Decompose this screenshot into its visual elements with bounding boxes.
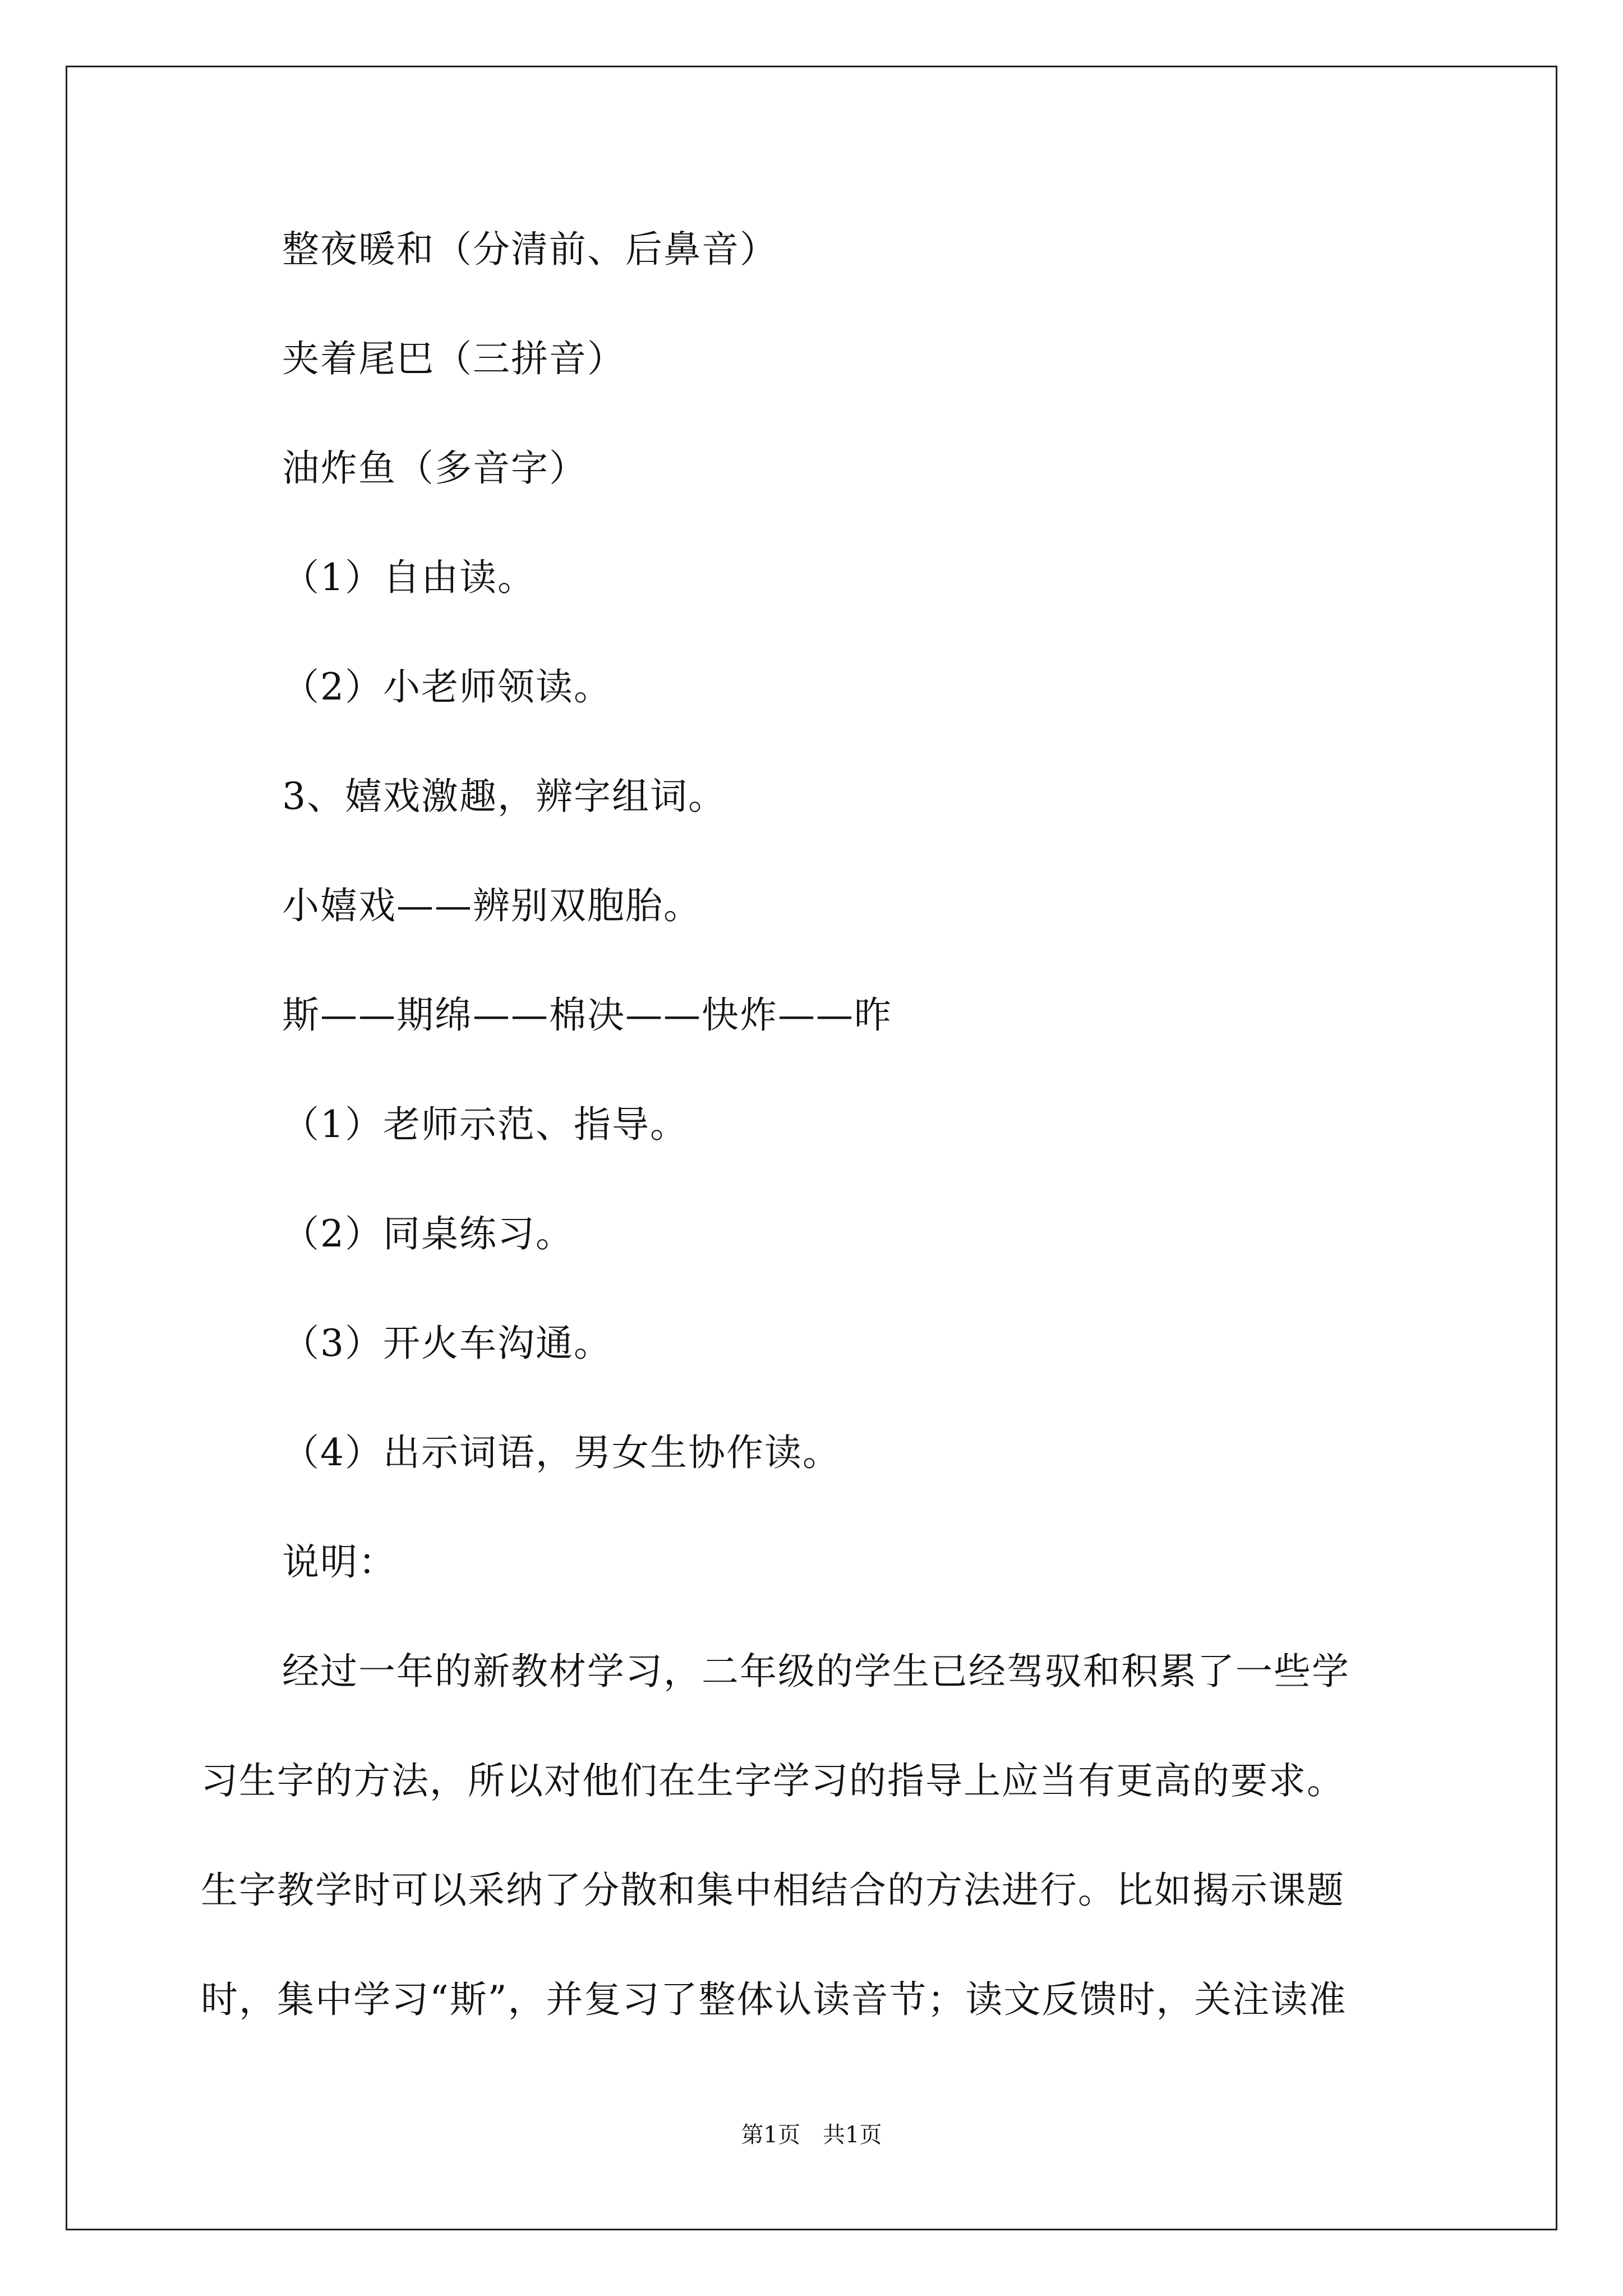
page-total: 共1页 — [823, 2122, 882, 2148]
text-line-16: 生字教学时可以采纳了分散和集中相结合的方法进行。比如揭示课题 — [201, 1869, 1345, 1912]
text-line-11: （3）开火车沟通。 — [282, 1322, 612, 1365]
text-line-3: 油炸鱼（多音字） — [282, 447, 587, 490]
page-footer — [0, 2119, 1623, 2151]
text-line-17: 时，集中学习“斯”，并复习了整体认读音节；读文反馈时，关注读准 — [201, 1978, 1347, 2021]
text-line-12: （4）出示词语，男女生协作读。 — [282, 1431, 841, 1474]
text-line-5: （2）小老师领读。 — [282, 665, 612, 708]
text-line-13: 说明： — [282, 1540, 396, 1584]
text-line-6: 3、嬉戏激趣，辨字组词。 — [282, 775, 726, 818]
text-line-9: （1）老师示范、指导。 — [282, 1103, 688, 1146]
text-line-4: （1）自由读。 — [282, 556, 536, 599]
text-line-7: 小嬉戏——辨别双胞胎。 — [282, 884, 702, 927]
text-line-14: 经过一年的新教材学习，二年级的学生已经驾驭和积累了一些学 — [282, 1650, 1350, 1693]
page-number: 第1页 — [741, 2122, 800, 2148]
text-line-15: 习生字的方法，所以对他们在生字学习的指导上应当有更高的要求。 — [201, 1759, 1345, 1802]
text-line-1: 整夜暖和（分清前、后鼻音） — [282, 228, 778, 271]
text-line-8: 斯——期绵——棉决——快炸——昨 — [282, 993, 892, 1037]
text-line-2: 夹着尾巴（三拼音） — [282, 337, 625, 380]
text-line-10: （2）同桌练习。 — [282, 1212, 574, 1255]
